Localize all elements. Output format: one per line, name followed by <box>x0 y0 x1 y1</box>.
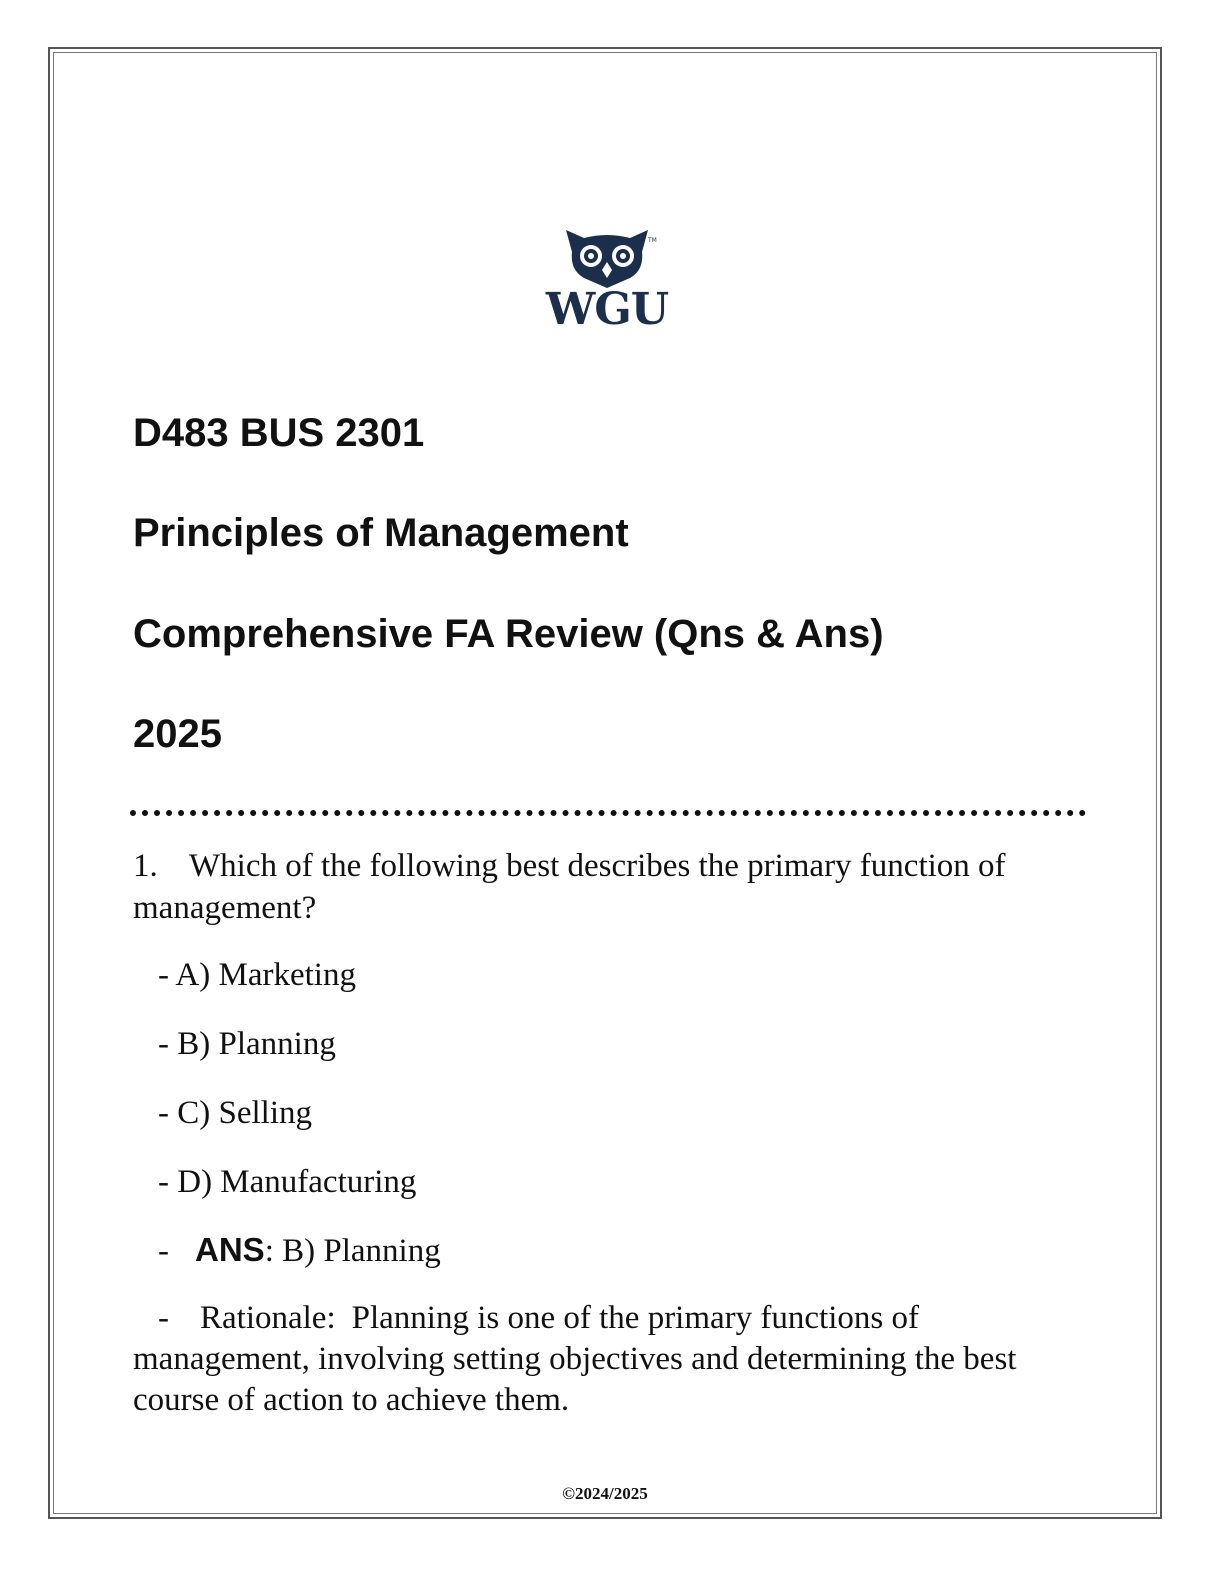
question-number: 1. <box>133 848 158 884</box>
option-d: - D) Manufacturing <box>158 1164 417 1200</box>
option-a: - A) Marketing <box>158 957 356 993</box>
option-b: - B) Planning <box>158 1026 336 1062</box>
logo-text: WGU <box>545 284 669 335</box>
copyright-footer: ©2024/2025 <box>562 1484 648 1503</box>
question-text <box>133 845 1093 929</box>
rationale-label: Rationale: <box>200 1300 336 1336</box>
svg-text:TM: TM <box>648 237 657 244</box>
course-name: Principles of Management <box>133 511 629 555</box>
document-subtitle: Comprehensive FA Review (Qns & Ans) <box>133 612 884 656</box>
rationale-dash: - <box>158 1300 169 1336</box>
answer-label: ANS <box>195 1231 265 1268</box>
rationale-text: Planning is one of the primary functions of management, involving setting objectives and determining the best course of action to achieve them. <box>133 1300 1017 1418</box>
wgu-logo <box>536 212 678 350</box>
answer-text: : B) Planning <box>264 1233 441 1269</box>
document-year: 2025 <box>133 712 222 756</box>
rationale <box>133 1298 1053 1421</box>
option-c: - C) Selling <box>158 1095 312 1131</box>
section-divider <box>130 810 1086 816</box>
answer-dash: - <box>158 1233 169 1269</box>
question-body: Which of the following best describes the primary function of management? <box>133 848 1006 926</box>
course-code: D483 BUS 2301 <box>133 411 425 455</box>
answer-line <box>158 1229 441 1272</box>
